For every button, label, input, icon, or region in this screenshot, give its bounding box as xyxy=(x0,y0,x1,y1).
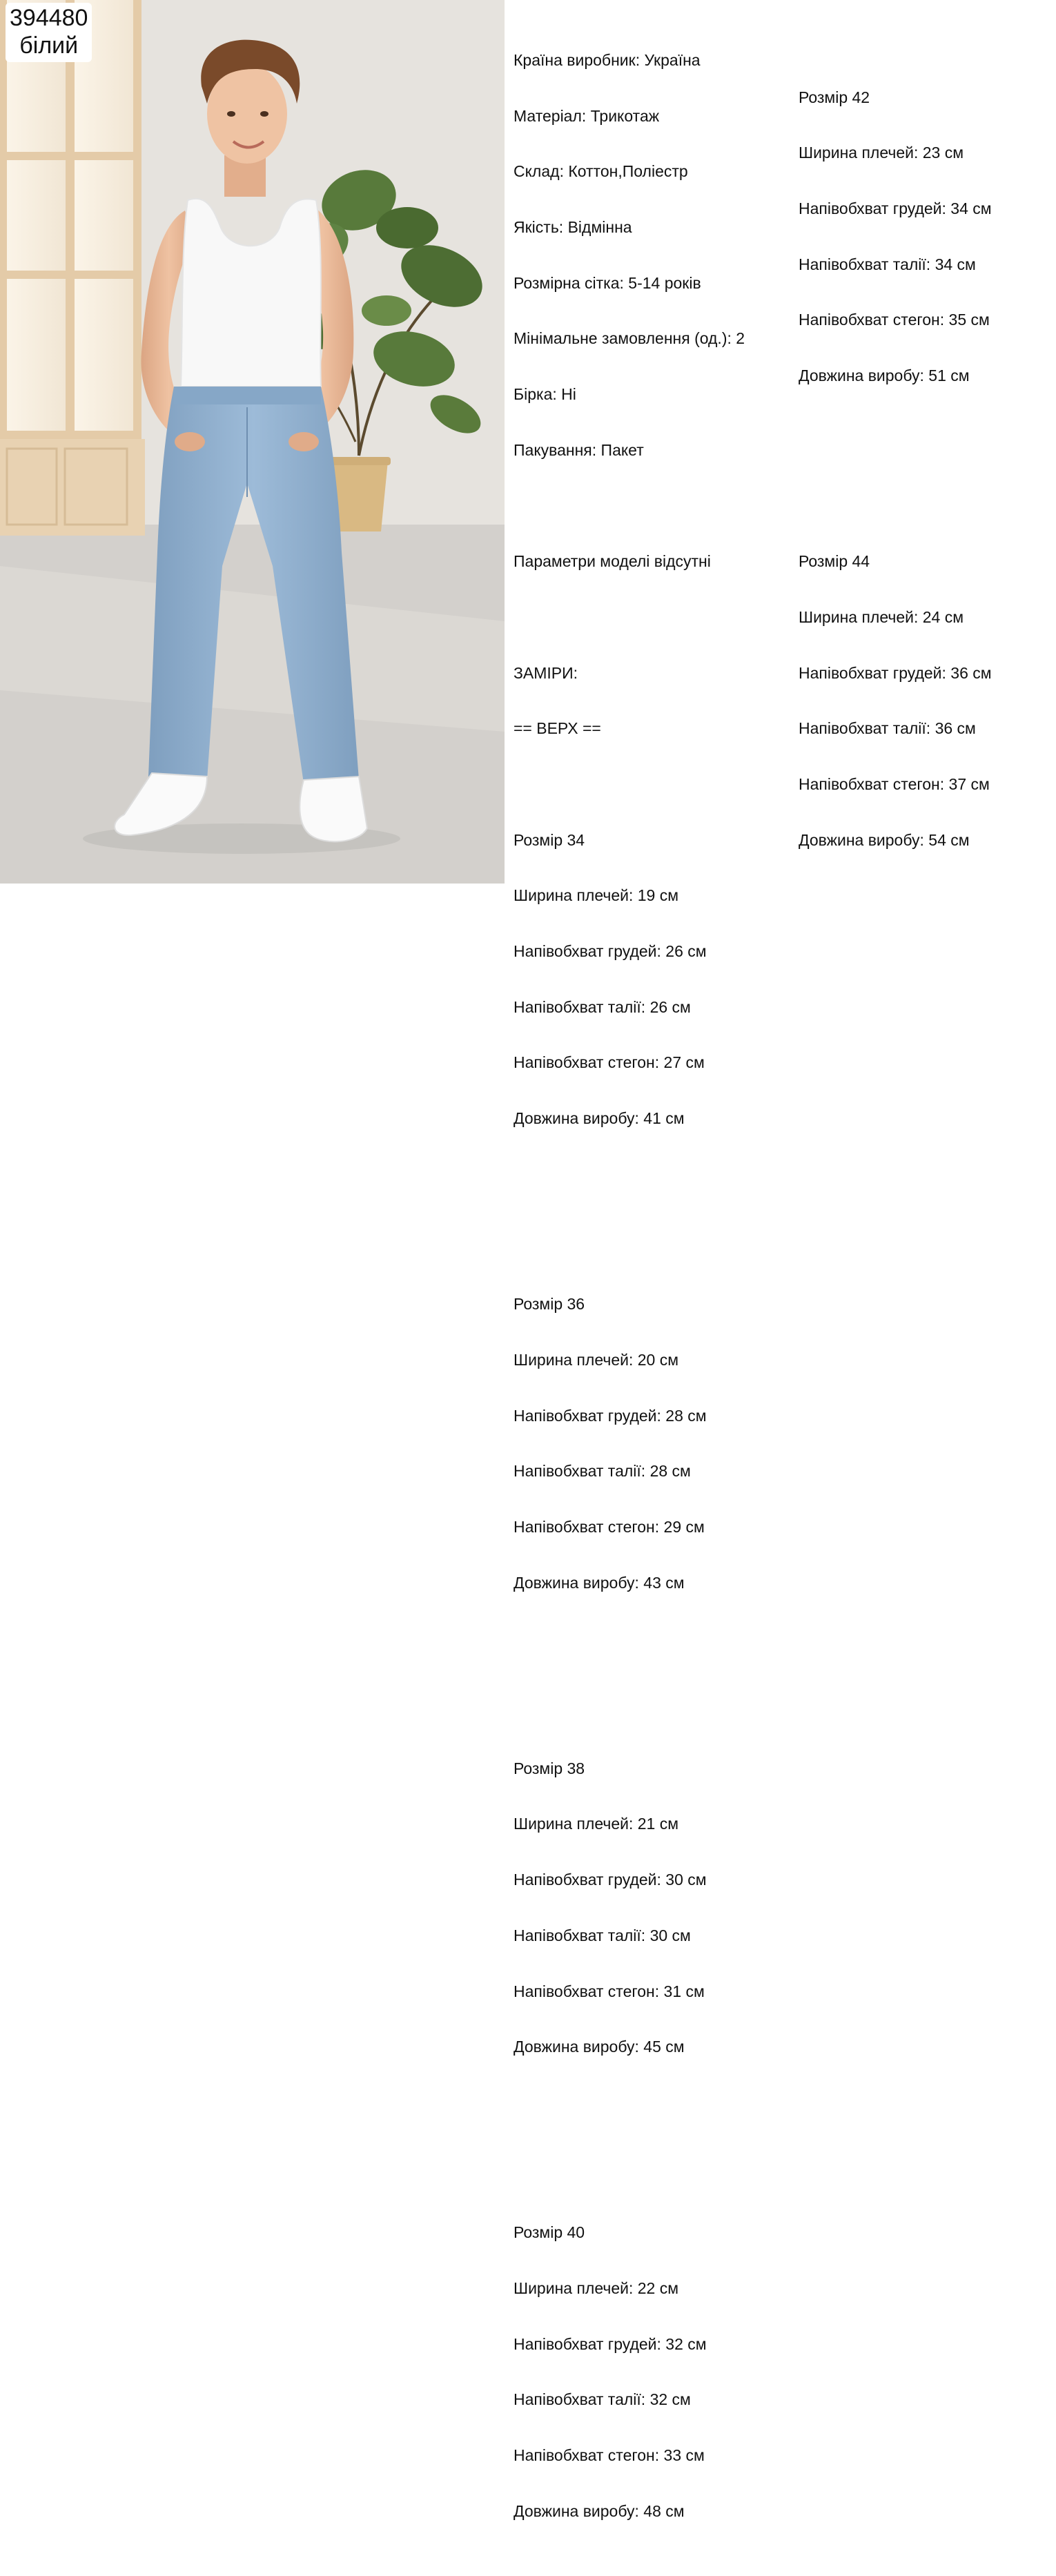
size-row: Довжина виробу: 48 см xyxy=(514,2501,685,2520)
size-row: Ширина плечей: 19 см xyxy=(514,886,679,905)
size-title: Розмір 34 xyxy=(514,830,585,849)
size-row: Напівобхват стегон: 27 см xyxy=(514,1053,705,1072)
size-row: Напівобхват стегон: 35 см xyxy=(799,311,990,329)
size-row: Напівобхват талії: 26 см xyxy=(514,997,691,1016)
specs-column-left xyxy=(514,14,745,2576)
size-row: Напівобхват грудей: 36 см xyxy=(799,663,992,682)
window xyxy=(0,0,145,536)
size-row: Довжина виробу: 43 см xyxy=(514,1573,685,1592)
size-row: Напівобхват грудей: 34 см xyxy=(799,199,992,218)
size-row: Ширина плечей: 24 см xyxy=(799,607,964,626)
size-title: Розмір 36 xyxy=(514,1295,585,1314)
size-title: Розмір 40 xyxy=(514,2223,585,2242)
detail-tag: Бірка: Ні xyxy=(514,385,576,404)
size-row: Ширина плечей: 20 см xyxy=(514,1350,679,1369)
detail-material: Матеріал: Трикотаж xyxy=(514,106,660,125)
section-title: == ВЕРХ == xyxy=(514,719,601,738)
size-row: Напівобхват талії: 34 см xyxy=(799,255,976,273)
size-row: Ширина плечей: 21 см xyxy=(514,1815,679,1833)
measurements-title: ЗАМІРИ: xyxy=(514,663,578,682)
size-block-40 xyxy=(514,2187,745,2558)
size-block-36 xyxy=(514,1258,745,1629)
detail-size-range: Розмірна сітка: 5-14 років xyxy=(514,273,701,292)
specs-column-right xyxy=(799,14,992,905)
size-block-42 xyxy=(799,51,992,422)
size-row: Напівобхват стегон: 33 см xyxy=(514,2446,705,2465)
size-row: Напівобхват талії: 32 см xyxy=(514,2390,691,2409)
size-row: Напівобхват талії: 36 см xyxy=(799,719,976,738)
size-block-44 xyxy=(799,515,992,886)
detail-composition: Склад: Коттон,Поліестр xyxy=(514,162,688,181)
detail-country: Країна виробник: Україна xyxy=(514,50,701,69)
size-row: Ширина плечей: 23 см xyxy=(799,144,964,162)
size-block-38 xyxy=(514,1722,745,2094)
size-block-34 xyxy=(514,794,745,1165)
size-row: Напівобхват грудей: 30 см xyxy=(514,1871,707,1889)
color-label: білий xyxy=(19,32,79,59)
detail-quality: Якість: Відмінна xyxy=(514,217,632,236)
size-row: Довжина виробу: 54 см xyxy=(799,830,970,849)
size-row: Напівобхват грудей: 26 см xyxy=(514,942,707,961)
size-row: Напівобхват стегон: 31 см xyxy=(514,1982,705,2000)
size-row: Довжина виробу: 51 см xyxy=(799,367,970,385)
size-row: Ширина плечей: 22 см xyxy=(514,2279,679,2298)
size-title: Розмір 44 xyxy=(799,552,870,571)
size-row: Напівобхват стегон: 37 см xyxy=(799,774,990,793)
size-row: Довжина виробу: 45 см xyxy=(514,2038,685,2056)
size-title: Розмір 42 xyxy=(799,88,870,106)
detail-min-order: Мінімальне замовлення (од.): 2 xyxy=(514,329,745,348)
sku-label: 394480 xyxy=(10,5,88,31)
product-tag xyxy=(6,3,92,62)
product-illustration xyxy=(0,0,505,884)
size-row: Напівобхват талії: 30 см xyxy=(514,1926,691,1944)
size-title: Розмір 38 xyxy=(514,1759,585,1777)
size-row: Напівобхват грудей: 28 см xyxy=(514,1406,707,1425)
detail-packaging: Пакування: Пакет xyxy=(514,440,644,459)
product-photo xyxy=(0,0,505,884)
size-row: Напівобхват грудей: 32 см xyxy=(514,2334,707,2353)
model-note: Параметри моделі відсутні xyxy=(514,552,711,571)
size-row: Довжина виробу: 41 см xyxy=(514,1109,685,1128)
size-row: Напівобхват стегон: 29 см xyxy=(514,1518,705,1536)
size-row: Напівобхват талії: 28 см xyxy=(514,1462,691,1481)
